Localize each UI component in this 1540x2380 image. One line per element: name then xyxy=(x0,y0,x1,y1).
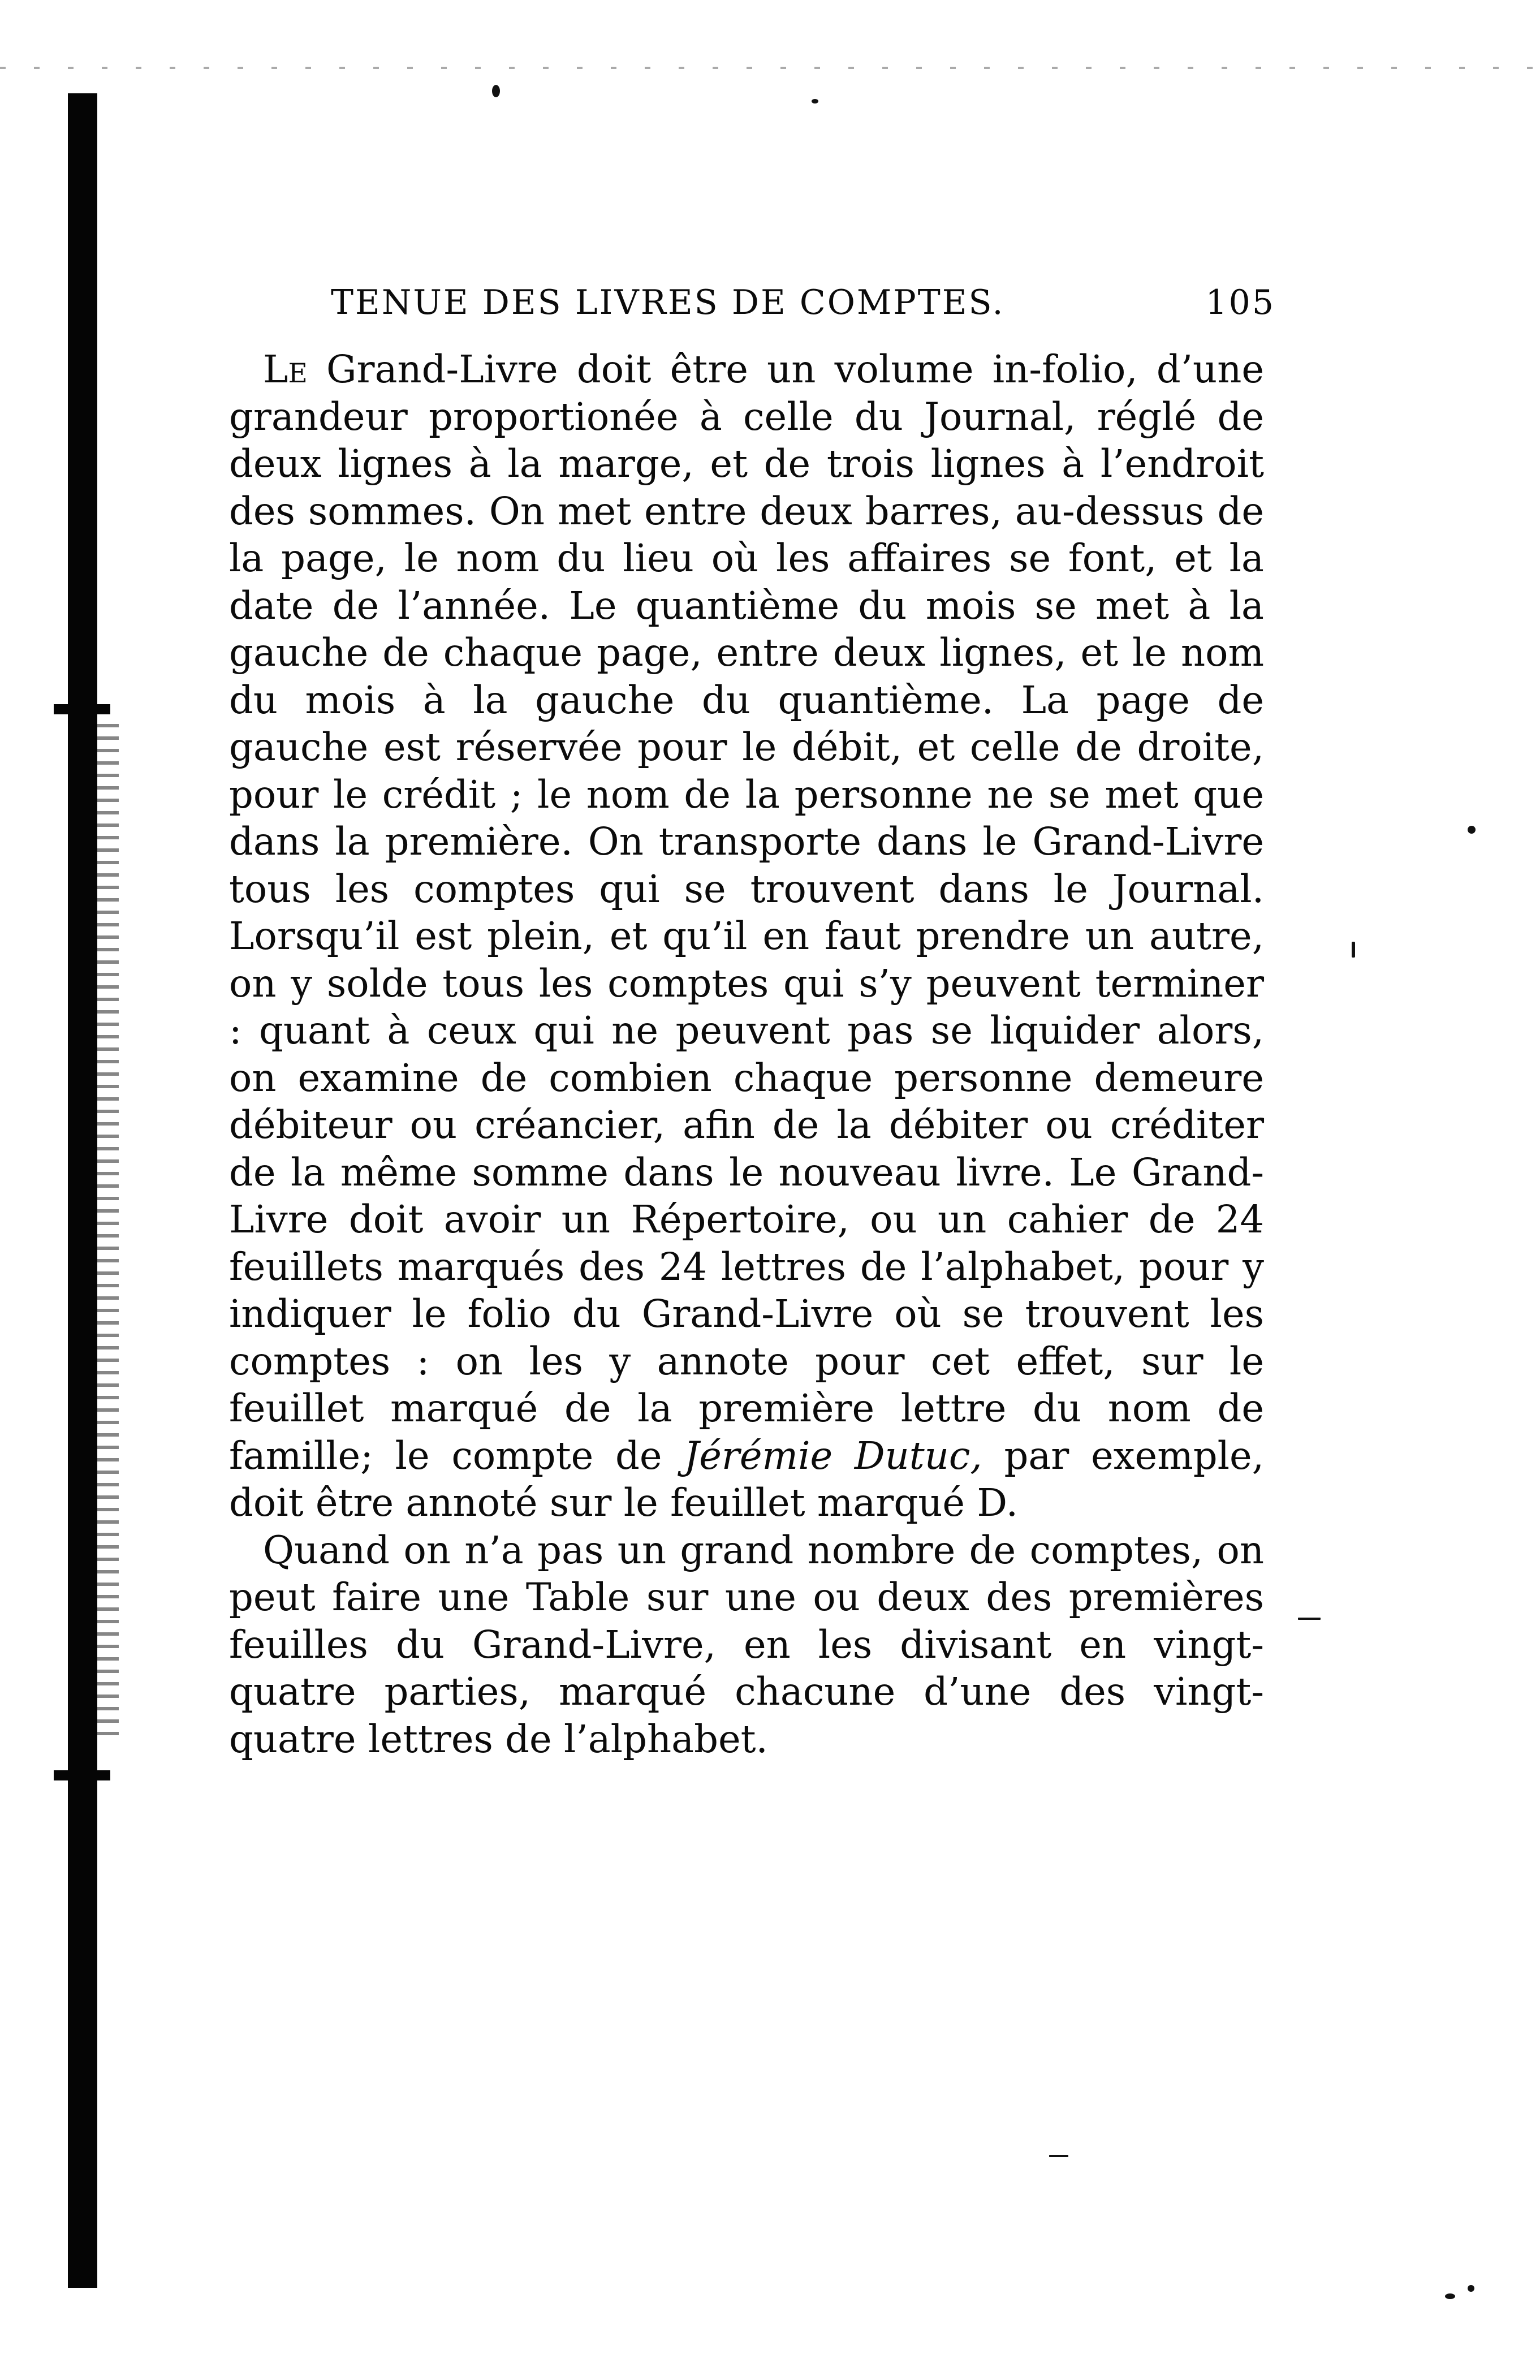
example-name: Jérémie Dutuc, xyxy=(684,1433,982,1478)
paragraph-1-text-a: Grand-Livre doit être un volume in-folio, d’une grandeur proportionée à celle du Journal, réglé de deux lignes à la marge, et de trois lignes à l’endroit des sommes. On met entre deux barres, au-dessus de la page, le nom du lieu où les affaires se font, et la date de l’année. Le quantième du mois se met à la gauche de chaque page, entre deux lignes, et le nom du mois à la gauche du quantième. La page de gauche est réservée pour le débit, et celle de droite, pour le crédit ; le nom de la personne ne se met que dans la première. On transporte dans le Grand-Livre tous les comptes qui se trouvent dans le Journal. Lorsqu’il est plein, et qu’il en faut prendre un autre, on y solde tous les comptes qui s’y peuvent terminer : quant à ceux qui ne peuvent pas se liquider alors, on examine de combien chaque personne demeure débiteur ou créancier, afin de la débiter ou créditer de la même somme dans le nouveau livre. Le Grand-Livre doit avoir un Répertoire, ou un cahier de 24 feuillets marqués des 24 lettres de l’alphabet, pour y indiquer le folio du Grand-Livre où se trouvent les comptes : on les y annote pour cet effet, sur le feuillet marqué de la première lettre du nom de famille; le compte de xyxy=(229,347,1264,1478)
paragraph-1 xyxy=(229,346,1264,1527)
binding-notch xyxy=(54,704,110,714)
binding-texture xyxy=(97,724,119,1742)
binding-notch xyxy=(54,1770,110,1780)
paragraph-lead-word: Le xyxy=(263,347,308,391)
body-text xyxy=(229,346,1264,1763)
ink-speck xyxy=(1298,1618,1321,1620)
paragraph-1-text-b: par exemple, doit être annoté sur le feuillet marqué D. xyxy=(229,1433,1264,1525)
ink-speck xyxy=(1468,826,1476,834)
running-head xyxy=(331,283,1275,328)
ink-speck xyxy=(1352,942,1355,958)
ink-speck xyxy=(1445,2293,1455,2299)
paragraph-2: Quand on n’a pas un grand nombre de comptes, on peut faire une Table sur une ou deux des premières feuilles du Grand-Livre, en les divisant en vingt-quatre parties, marqué chacune d’une des vingt-quatre lettres de l’alphabet. xyxy=(229,1528,1264,1761)
ink-speck xyxy=(492,85,500,97)
ink-speck xyxy=(1468,2285,1474,2292)
ink-speck xyxy=(812,99,818,104)
ink-speck xyxy=(1049,2155,1068,2157)
book-binding-edge xyxy=(68,93,97,2288)
page-top-edge xyxy=(0,67,1540,69)
page-number: 105 xyxy=(1205,283,1275,322)
running-title: TENUE DES LIVRES DE COMPTES. xyxy=(331,283,1005,322)
